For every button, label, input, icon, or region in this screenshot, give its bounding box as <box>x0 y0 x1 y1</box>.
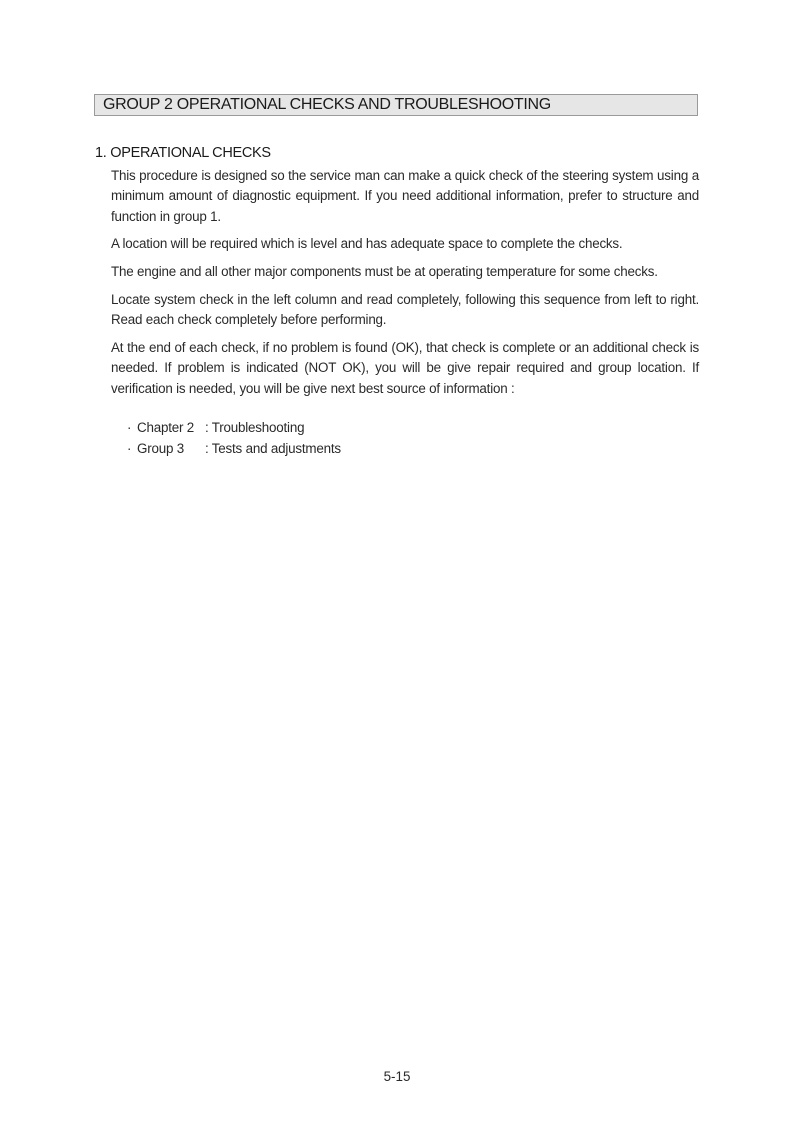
reference-value: : Tests and adjustments <box>205 440 341 456</box>
bullet-dot: · <box>127 440 132 456</box>
page-number: 5-15 <box>383 1069 411 1084</box>
paragraph-sequence: Locate system check in the left column and read completely, following this sequence from left to right. Read each check completely before performing. <box>111 292 699 328</box>
paragraph-location: A location will be required which is level and has adequate space to complete the checks. <box>111 236 623 251</box>
paragraph-end-of-check: At the end of each check, if no problem is found (OK), that check is complete or an additional check is needed. If problem is indicated (NOT OK), you will be give repair required and group location. If verification is needed, you will be give next best source of information : <box>111 340 699 396</box>
group-title: GROUP 2 OPERATIONAL CHECKS AND TROUBLESHOOTING <box>103 96 551 113</box>
list-item <box>127 439 341 460</box>
list-item <box>127 418 341 439</box>
paragraph-temperature: The engine and all other major components must be at operating temperature for some checks. <box>111 264 658 279</box>
reference-label: Chapter 2 <box>137 420 195 435</box>
group-header-bar <box>94 94 698 116</box>
section-heading: 1. OPERATIONAL CHECKS <box>95 145 271 161</box>
bullet-dot: · <box>127 420 132 435</box>
reference-list <box>127 418 341 459</box>
reference-value: : Troubleshooting <box>205 420 305 435</box>
paragraph-procedure: This procedure is designed so the service man can make a quick check of the steering system using a minimum amount of diagnostic equipment. If you need additional information, prefer to structure and function in group 1. <box>111 168 699 224</box>
reference-label: Group 3 <box>137 440 184 456</box>
